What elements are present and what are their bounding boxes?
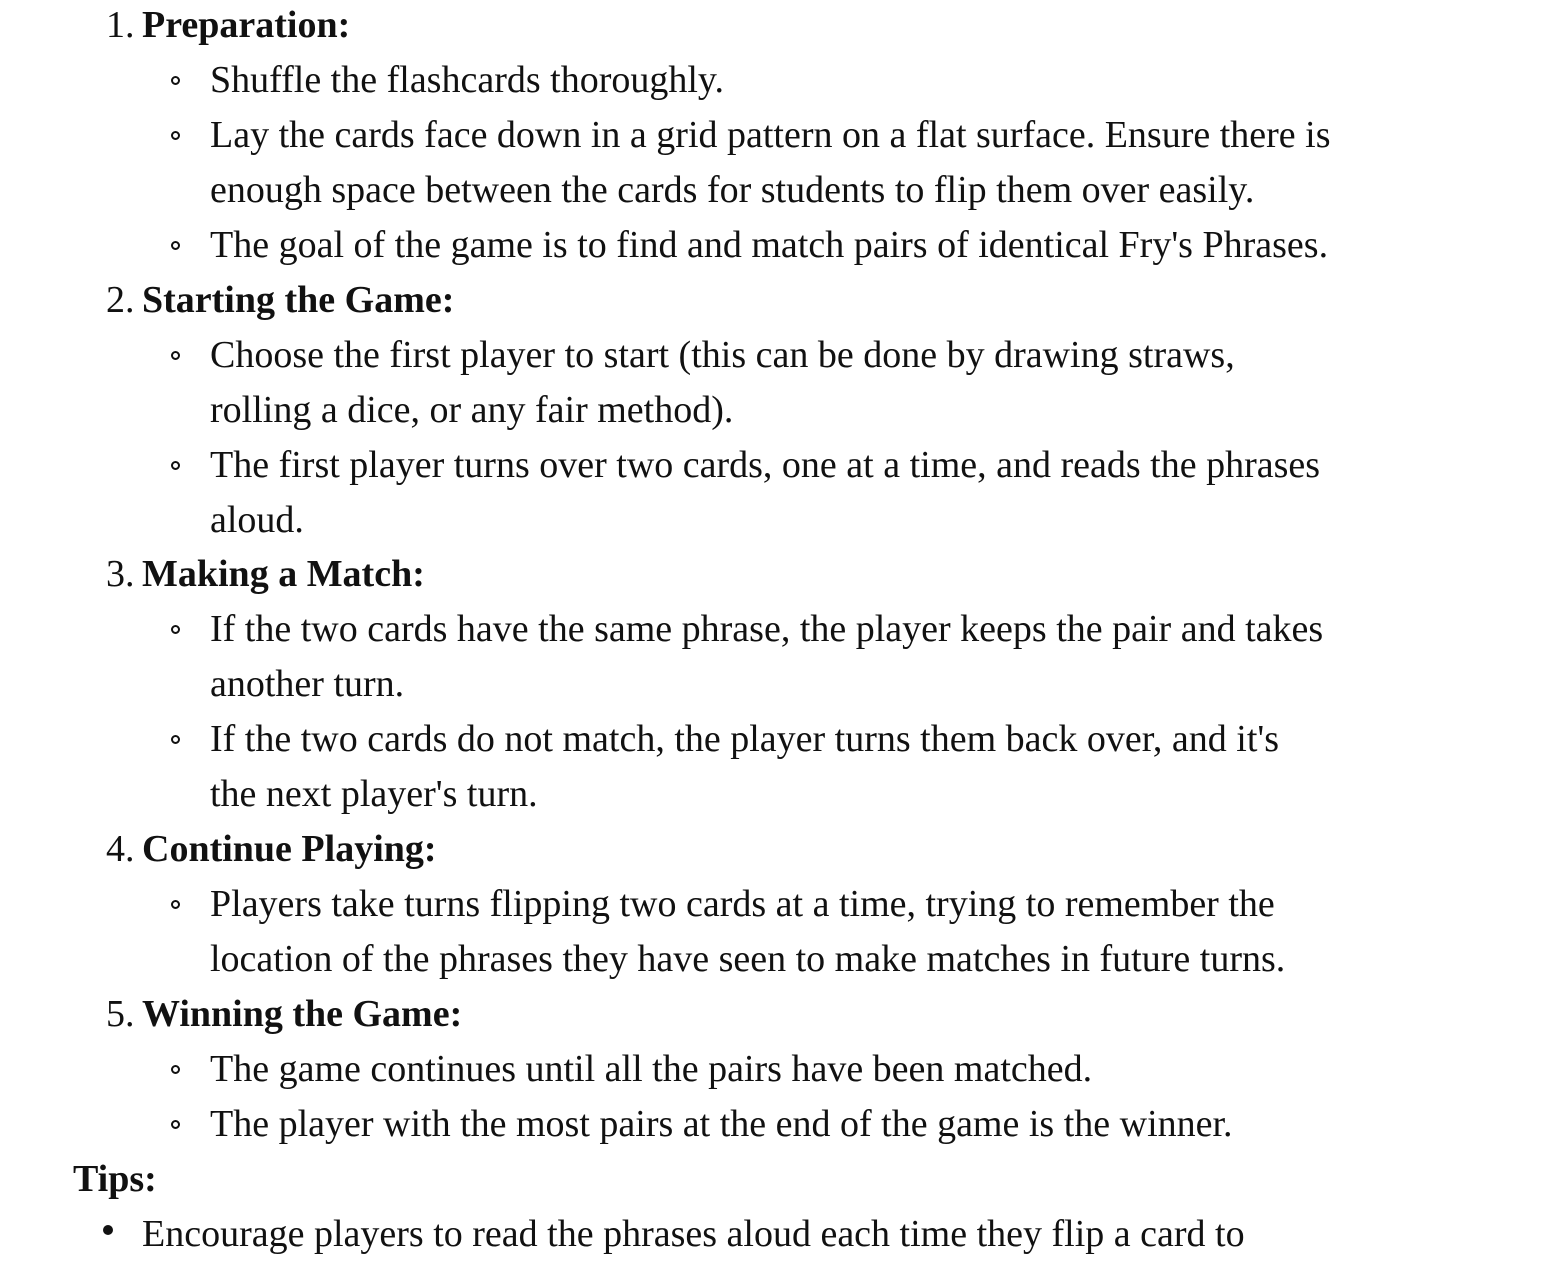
list-item-text: the next player's turn. [210, 773, 538, 815]
step-title: Continue Playing: [142, 828, 437, 870]
step-title: Preparation: [142, 4, 351, 46]
list-item-text: enough space between the cards for students to flip them over easily. [210, 169, 1255, 211]
list-item-text: aloud. [210, 499, 304, 541]
list-item-text: Players take turns flipping two cards at a time, trying to remember the [210, 883, 1275, 925]
solid-bullet-icon [103, 1225, 113, 1235]
tip-item-text: Encourage players to read the phrases aloud each time they flip a card to [142, 1213, 1245, 1255]
step-title: Winning the Game: [142, 993, 463, 1035]
tips-heading: Tips: [73, 1158, 157, 1200]
list-item-text: Shuffle the flashcards thoroughly. [210, 59, 724, 101]
list-item-text: location of the phrases they have seen to make matches in future turns. [210, 938, 1286, 980]
hollow-bullet-icon [171, 131, 180, 140]
step-number: 3. [106, 553, 135, 595]
hollow-bullet-icon [171, 241, 180, 250]
hollow-bullet-icon [171, 76, 180, 85]
hollow-bullet-icon [171, 461, 180, 470]
list-item-text: If the two cards have the same phrase, the player keeps the pair and takes [210, 608, 1324, 650]
hollow-bullet-icon [171, 351, 180, 360]
list-item-text: another turn. [210, 663, 405, 705]
step-number: 4. [106, 828, 135, 870]
hollow-bullet-icon [171, 735, 180, 744]
list-item-text: Choose the first player to start (this can be done by drawing straws, [210, 334, 1235, 376]
hollow-bullet-icon [171, 625, 180, 634]
step-number: 2. [106, 279, 135, 321]
step-title: Starting the Game: [142, 279, 455, 321]
hollow-bullet-icon [171, 1065, 180, 1074]
list-item-text: The game continues until all the pairs have been matched. [210, 1048, 1093, 1090]
hollow-bullet-icon [171, 900, 180, 909]
list-item-text: If the two cards do not match, the player turns them back over, and it's [210, 718, 1280, 760]
list-item-text: The goal of the game is to find and match pairs of identical Fry's Phrases. [210, 224, 1329, 266]
list-item-text: Lay the cards face down in a grid pattern on a flat surface. Ensure there is [210, 114, 1331, 156]
step-title: Making a Match: [142, 553, 425, 595]
list-item-text: rolling a dice, or any fair method). [210, 389, 734, 431]
list-item-text: The player with the most pairs at the end of the game is the winner. [210, 1103, 1233, 1145]
list-item-text: The first player turns over two cards, one at a time, and reads the phrases [210, 444, 1321, 486]
hollow-bullet-icon [171, 1120, 180, 1129]
step-number: 1. [106, 4, 135, 46]
step-number: 5. [106, 993, 135, 1035]
